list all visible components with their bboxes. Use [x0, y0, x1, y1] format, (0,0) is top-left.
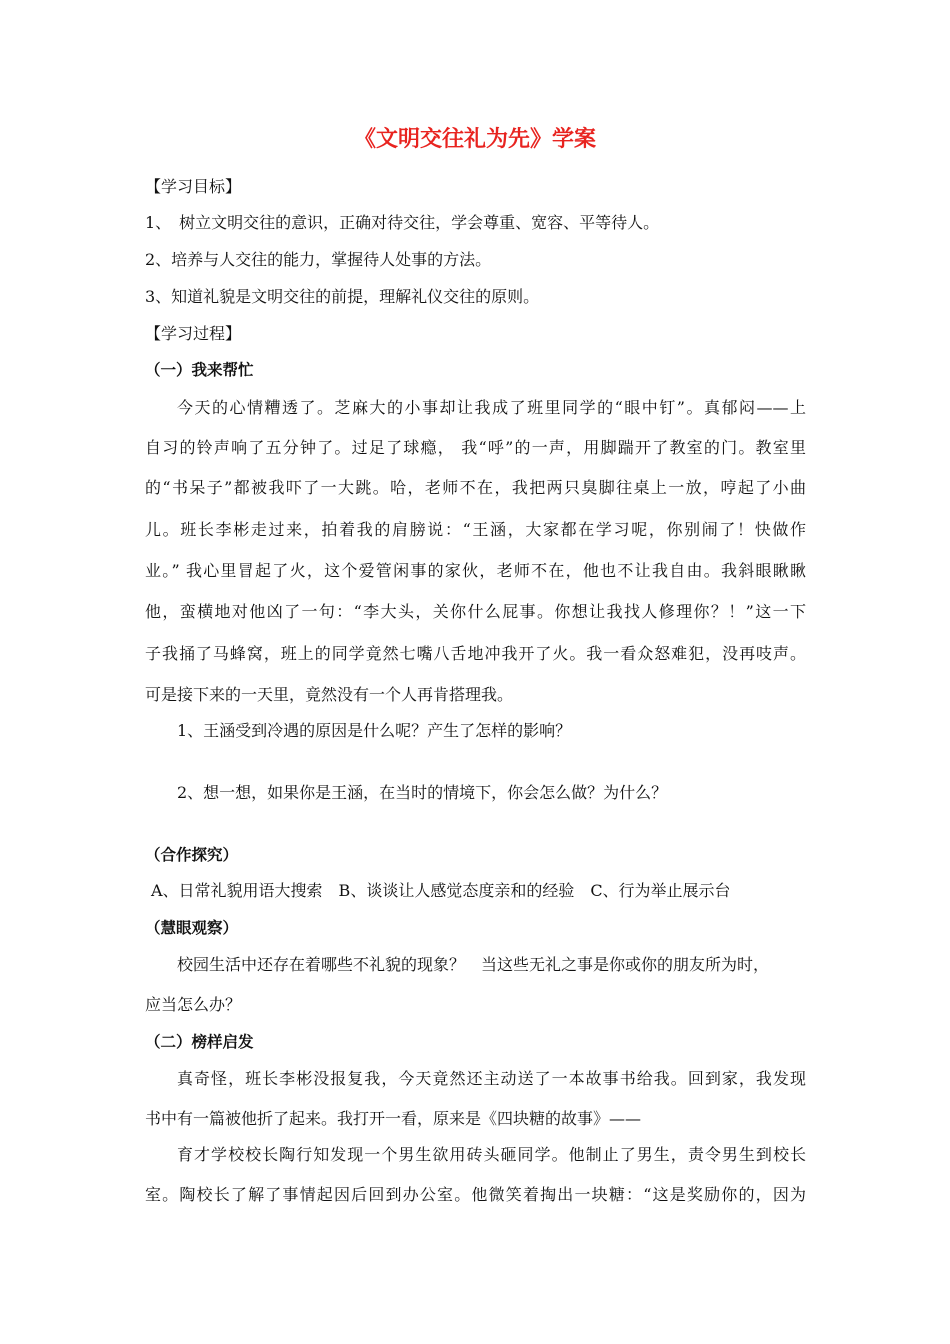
section2-line-2: 书中有一篇被他折了起来。我打开一看，原来是《四块糖的故事》——	[145, 1109, 642, 1128]
question-2: 2、想一想，如果你是王涵，在当时的情境下，你会怎么做？为什么？	[177, 783, 668, 802]
story-line-3: 的“书呆子”都被我吓了一大跳。哈，老师不在，我把两只臭脚往桌上一放，哼起了小曲	[145, 478, 806, 497]
objective-item-1: 1、 树立文明交往的意识，正确对待交往，学会尊重、宽容、平等待人。	[145, 213, 660, 232]
story-line-1: 今天的心情糟透了。芝麻大的小事却让我成了班里同学的“眼中钉”。真郁闷——上	[177, 398, 806, 417]
section1-heading: （一）我来帮忙	[145, 361, 254, 379]
section2-line-3: 育才学校校长陶行知发现一个男生欲用砖头砸同学。他制止了男生，责令男生到校长	[177, 1145, 806, 1164]
document-title: 《文明交往礼为先》学案	[353, 126, 596, 152]
objective-item-3: 3、知道礼貌是文明交往的前提，理解礼仪交往的原则。	[145, 287, 540, 306]
objective-item-2: 2、培养与人交往的能力，掌握待人处事的方法。	[145, 250, 492, 269]
section2-line-4: 室。陶校长了解了事情起因后回到办公室。他微笑着掏出一块糖：“这是奖励你的，因为	[145, 1185, 806, 1204]
story-line-6: 他，蛮横地对他凶了一句：“李大头，关你什么屁事。你想让我找人修理你？！”这一下	[145, 602, 806, 621]
objectives-heading: 【学习目标】	[145, 177, 242, 196]
story-line-4: 儿。班长李彬走过来，拍着我的肩膀说：“王涵，大家都在学习呢，你别闹了！快做作	[145, 520, 806, 539]
observe-heading: （慧眼观察）	[145, 919, 239, 937]
observe-line-2: 应当怎么办？	[145, 995, 242, 1014]
story-line-5: 业。” 我心里冒起了火，这个爱管闲事的家伙，老师不在，他也不让我自由。我斜眼瞅瞅	[145, 561, 806, 580]
cooperate-items: A、日常礼貌用语大搜索 B、谈谈让人感觉态度亲和的经验 C、行为举止展示台	[151, 881, 731, 900]
question-1: 1、王涵受到冷遇的原因是什么呢？产生了怎样的影响？	[177, 721, 572, 740]
story-line-7: 子我捅了马蜂窝，班上的同学竟然七嘴八舌地冲我开了火。我一看众怒难犯，没再吱声。	[145, 644, 806, 663]
story-line-2: 自习的铃声响了五分钟了。过足了球瘾， 我“呼”的一声，用脚踹开了教室的门。教室里	[145, 438, 806, 457]
section2-heading: （二）榜样启发	[145, 1033, 254, 1051]
process-heading: 【学习过程】	[145, 324, 242, 343]
observe-line-1: 校园生活中还存在着哪些不礼貌的现象？ 当这些无礼之事是你或你的朋友所为时，	[177, 955, 770, 974]
section2-line-1: 真奇怪，班长李彬没报复我，今天竟然还主动送了一本故事书给我。回到家，我发现	[177, 1069, 806, 1088]
cooperate-heading: （合作探究）	[145, 846, 239, 864]
story-line-8: 可是接下来的一天里，竟然没有一个人再肯搭理我。	[145, 685, 514, 704]
